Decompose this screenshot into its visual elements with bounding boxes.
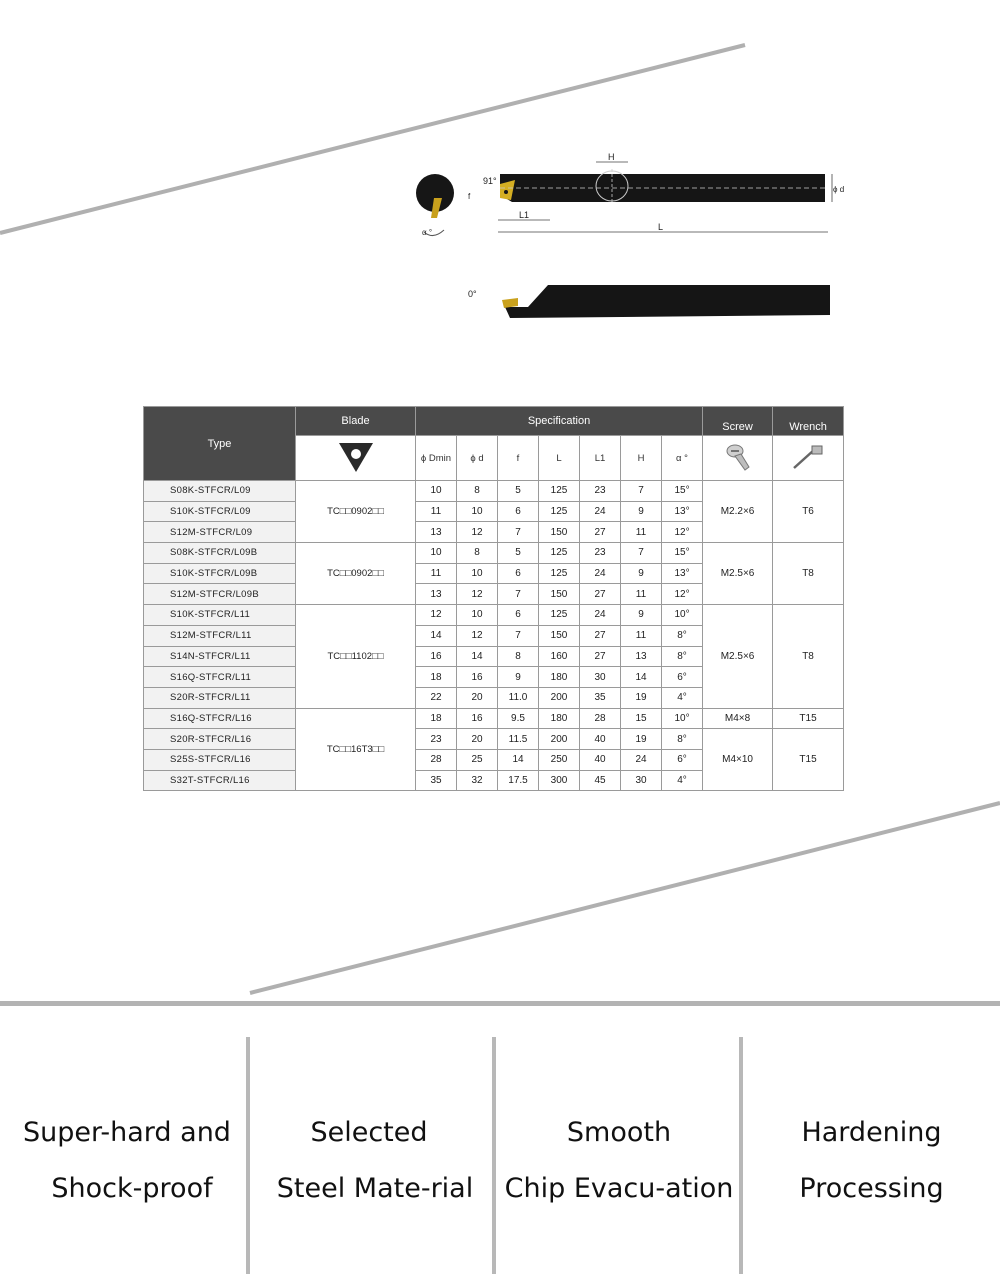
feature-line2: Steel Mate-rial — [276, 1173, 474, 1204]
type-cell: S20R-STFCR/L16 — [144, 729, 296, 750]
type-cell: S10K-STFCR/L09B — [144, 563, 296, 584]
col-d: ϕ d — [457, 436, 498, 481]
spec-value-cell: 11 — [621, 584, 662, 605]
spec-value-cell: 6° — [662, 749, 703, 770]
spec-value-cell: 45 — [580, 770, 621, 791]
feature-chip-evacuation — [496, 1105, 742, 1217]
spec-value-cell: 15° — [662, 481, 703, 502]
type-cell: S08K-STFCR/L09B — [144, 543, 296, 564]
spec-value-cell: 17.5 — [498, 770, 539, 791]
spec-value-cell: 23 — [580, 481, 621, 502]
header-wrench: Wrench — [773, 407, 844, 436]
feature-line2: Processing — [799, 1173, 944, 1204]
spec-value-cell: 35 — [580, 687, 621, 708]
spec-value-cell: 200 — [539, 687, 580, 708]
spec-value-cell: 13° — [662, 563, 703, 584]
feature-line1: Super-hard and — [23, 1117, 231, 1148]
spec-value-cell: 19 — [621, 687, 662, 708]
spec-value-cell: 7 — [498, 625, 539, 646]
spec-value-cell: 27 — [580, 625, 621, 646]
spec-value-cell: 13 — [621, 646, 662, 667]
spec-value-cell: 15 — [621, 708, 662, 729]
spec-value-cell: 35 — [416, 770, 457, 791]
spec-value-cell: 6 — [498, 501, 539, 522]
spec-value-cell: 16 — [457, 708, 498, 729]
spec-value-cell: 27 — [580, 584, 621, 605]
spec-value-cell: 160 — [539, 646, 580, 667]
spec-value-cell: 10° — [662, 605, 703, 626]
spec-value-cell: 15° — [662, 543, 703, 564]
feature-super-hard — [0, 1105, 254, 1217]
spec-value-cell: 24 — [621, 749, 662, 770]
spec-value-cell: 125 — [539, 501, 580, 522]
angle-alpha-label: α ° — [422, 228, 433, 237]
spec-value-cell: 9 — [498, 667, 539, 688]
spec-value-cell: 11 — [621, 625, 662, 646]
feature-separator — [0, 1001, 1000, 1006]
spec-value-cell: 150 — [539, 522, 580, 543]
table-row — [144, 605, 844, 626]
diagonal-line-bottom — [250, 803, 1000, 993]
wrench-icon — [773, 436, 844, 481]
spec-value-cell: 5 — [498, 543, 539, 564]
blade-insert-icon — [296, 436, 416, 481]
screw-cell: M2.5×6 — [703, 543, 773, 605]
spec-value-cell: 10 — [416, 543, 457, 564]
spec-value-cell: 12 — [457, 584, 498, 605]
spec-value-cell: 8° — [662, 625, 703, 646]
spec-value-cell: 250 — [539, 749, 580, 770]
spec-value-cell: 4° — [662, 770, 703, 791]
type-cell: S08K-STFCR/L09 — [144, 481, 296, 502]
spec-value-cell: 8° — [662, 646, 703, 667]
feature-line2: Chip Evacu-ation — [504, 1173, 734, 1204]
feature-steel-material — [252, 1105, 498, 1217]
spec-value-cell: 8 — [457, 481, 498, 502]
screw-cell: M4×10 — [703, 729, 773, 791]
spec-value-cell: 16 — [457, 667, 498, 688]
feature-hardening — [743, 1105, 1000, 1217]
spec-value-cell: 9 — [621, 605, 662, 626]
type-cell: S14N-STFCR/L11 — [144, 646, 296, 667]
wrench-cell: T6 — [773, 481, 844, 543]
spec-value-cell: 30 — [580, 667, 621, 688]
spec-value-cell: 125 — [539, 481, 580, 502]
spec-value-cell: 10° — [662, 708, 703, 729]
blade-cell: TC□□0902□□ — [296, 481, 416, 543]
spec-value-cell: 28 — [580, 708, 621, 729]
blade-cell: TC□□16T3□□ — [296, 708, 416, 791]
spec-value-cell: 32 — [457, 770, 498, 791]
type-cell: S10K-STFCR/L11 — [144, 605, 296, 626]
spec-value-cell: 7 — [621, 481, 662, 502]
type-cell: S25S-STFCR/L16 — [144, 749, 296, 770]
table-row — [144, 481, 844, 502]
spec-value-cell: 6 — [498, 605, 539, 626]
type-cell: S20R-STFCR/L11 — [144, 687, 296, 708]
spec-value-cell: 8 — [498, 646, 539, 667]
spec-value-cell: 9 — [621, 563, 662, 584]
spec-value-cell: 14 — [416, 625, 457, 646]
table-row — [144, 708, 844, 729]
spec-value-cell: 13° — [662, 501, 703, 522]
screw-cell: M4×8 — [703, 708, 773, 729]
blade-cell: TC□□0902□□ — [296, 543, 416, 605]
spec-value-cell: 16 — [416, 646, 457, 667]
spec-value-cell: 12 — [457, 625, 498, 646]
feature-line1: Hardening — [801, 1117, 942, 1148]
spec-value-cell: 6° — [662, 667, 703, 688]
col-H: H — [621, 436, 662, 481]
spec-value-cell: 7 — [621, 543, 662, 564]
type-cell: S10K-STFCR/L09 — [144, 501, 296, 522]
spec-value-cell: 24 — [580, 501, 621, 522]
spec-value-cell: 25 — [457, 749, 498, 770]
spec-value-cell: 7 — [498, 584, 539, 605]
header-specification: Specification — [416, 407, 703, 436]
spec-value-cell: 12° — [662, 522, 703, 543]
spec-value-cell: 19 — [621, 729, 662, 750]
spec-value-cell: 27 — [580, 522, 621, 543]
wrench-cell: T8 — [773, 543, 844, 605]
wrench-cell: T15 — [773, 729, 844, 791]
header-type: Type — [144, 407, 296, 481]
feature-line1: Smooth — [566, 1117, 672, 1148]
spec-value-cell: 300 — [539, 770, 580, 791]
spec-value-cell: 18 — [416, 667, 457, 688]
wrench-cell: T15 — [773, 708, 844, 729]
spec-value-cell: 13 — [416, 584, 457, 605]
spec-value-cell: 14 — [457, 646, 498, 667]
feature-line2: Shock-proof — [51, 1173, 213, 1204]
spec-value-cell: 10 — [457, 605, 498, 626]
type-cell: S12M-STFCR/L09B — [144, 584, 296, 605]
spec-value-cell: 14 — [498, 749, 539, 770]
screw-cell: M2.2×6 — [703, 481, 773, 543]
header-blade: Blade — [296, 407, 416, 436]
spec-value-cell: 20 — [457, 687, 498, 708]
spec-value-cell: 8 — [457, 543, 498, 564]
spec-value-cell: 200 — [539, 729, 580, 750]
spec-value-cell: 7 — [498, 522, 539, 543]
dim-H-label: H — [608, 152, 615, 162]
dim-L-label: L — [658, 222, 664, 232]
dim-L1-label: L1 — [519, 210, 530, 220]
screw-cell: M2.5×6 — [703, 605, 773, 708]
spec-value-cell: 27 — [580, 646, 621, 667]
spec-value-cell: 12 — [416, 605, 457, 626]
spec-value-cell: 28 — [416, 749, 457, 770]
table-row — [144, 729, 844, 750]
spec-value-cell: 6 — [498, 563, 539, 584]
col-L: L — [539, 436, 580, 481]
spec-value-cell: 150 — [539, 625, 580, 646]
spec-value-cell: 13 — [416, 522, 457, 543]
table-row — [144, 543, 844, 564]
spec-table — [143, 406, 844, 791]
type-cell: S16Q-STFCR/L11 — [144, 667, 296, 688]
spec-value-cell: 9 — [621, 501, 662, 522]
type-cell: S12M-STFCR/L11 — [144, 625, 296, 646]
angle-0-label: 0° — [468, 289, 477, 299]
col-dmin: ϕ Dmin — [416, 436, 457, 481]
header-screw: Screw — [703, 407, 773, 436]
screw-icon — [703, 436, 773, 481]
spec-value-cell: 180 — [539, 667, 580, 688]
spec-value-cell: 125 — [539, 563, 580, 584]
spec-value-cell: 18 — [416, 708, 457, 729]
spec-value-cell: 14 — [621, 667, 662, 688]
spec-value-cell: 180 — [539, 708, 580, 729]
spec-value-cell: 5 — [498, 481, 539, 502]
col-L1: L1 — [580, 436, 621, 481]
dim-f-label: f — [468, 192, 471, 201]
spec-value-cell: 12 — [457, 522, 498, 543]
spec-value-cell: 40 — [580, 749, 621, 770]
spec-value-cell: 10 — [457, 501, 498, 522]
spec-value-cell: 23 — [580, 543, 621, 564]
spec-value-cell: 9.5 — [498, 708, 539, 729]
col-f: f — [498, 436, 539, 481]
spec-value-cell: 150 — [539, 584, 580, 605]
tool-diagram — [400, 140, 870, 345]
feature-line1: Selected — [310, 1117, 428, 1148]
type-cell: S32T-STFCR/L16 — [144, 770, 296, 791]
spec-value-cell: 22 — [416, 687, 457, 708]
spec-value-cell: 10 — [416, 481, 457, 502]
spec-value-cell: 24 — [580, 605, 621, 626]
dim-d-label: ϕ d — [833, 185, 845, 194]
angle-91-label: 91° — [483, 176, 497, 186]
spec-value-cell: 11.0 — [498, 687, 539, 708]
spec-value-cell: 125 — [539, 543, 580, 564]
spec-value-cell: 30 — [621, 770, 662, 791]
type-cell: S12M-STFCR/L09 — [144, 522, 296, 543]
spec-value-cell: 11 — [416, 501, 457, 522]
spec-value-cell: 11 — [416, 563, 457, 584]
spec-value-cell: 40 — [580, 729, 621, 750]
spec-value-cell: 24 — [580, 563, 621, 584]
spec-value-cell: 11 — [621, 522, 662, 543]
wrench-cell: T8 — [773, 605, 844, 708]
spec-value-cell: 4° — [662, 687, 703, 708]
spec-value-cell: 10 — [457, 563, 498, 584]
spec-value-cell: 23 — [416, 729, 457, 750]
col-alpha: α ° — [662, 436, 703, 481]
type-cell: S16Q-STFCR/L16 — [144, 708, 296, 729]
blade-cell: TC□□1102□□ — [296, 605, 416, 708]
spec-value-cell: 8° — [662, 729, 703, 750]
spec-table-body — [144, 481, 844, 791]
spec-value-cell: 12° — [662, 584, 703, 605]
spec-value-cell: 11.5 — [498, 729, 539, 750]
spec-value-cell: 125 — [539, 605, 580, 626]
spec-value-cell: 20 — [457, 729, 498, 750]
